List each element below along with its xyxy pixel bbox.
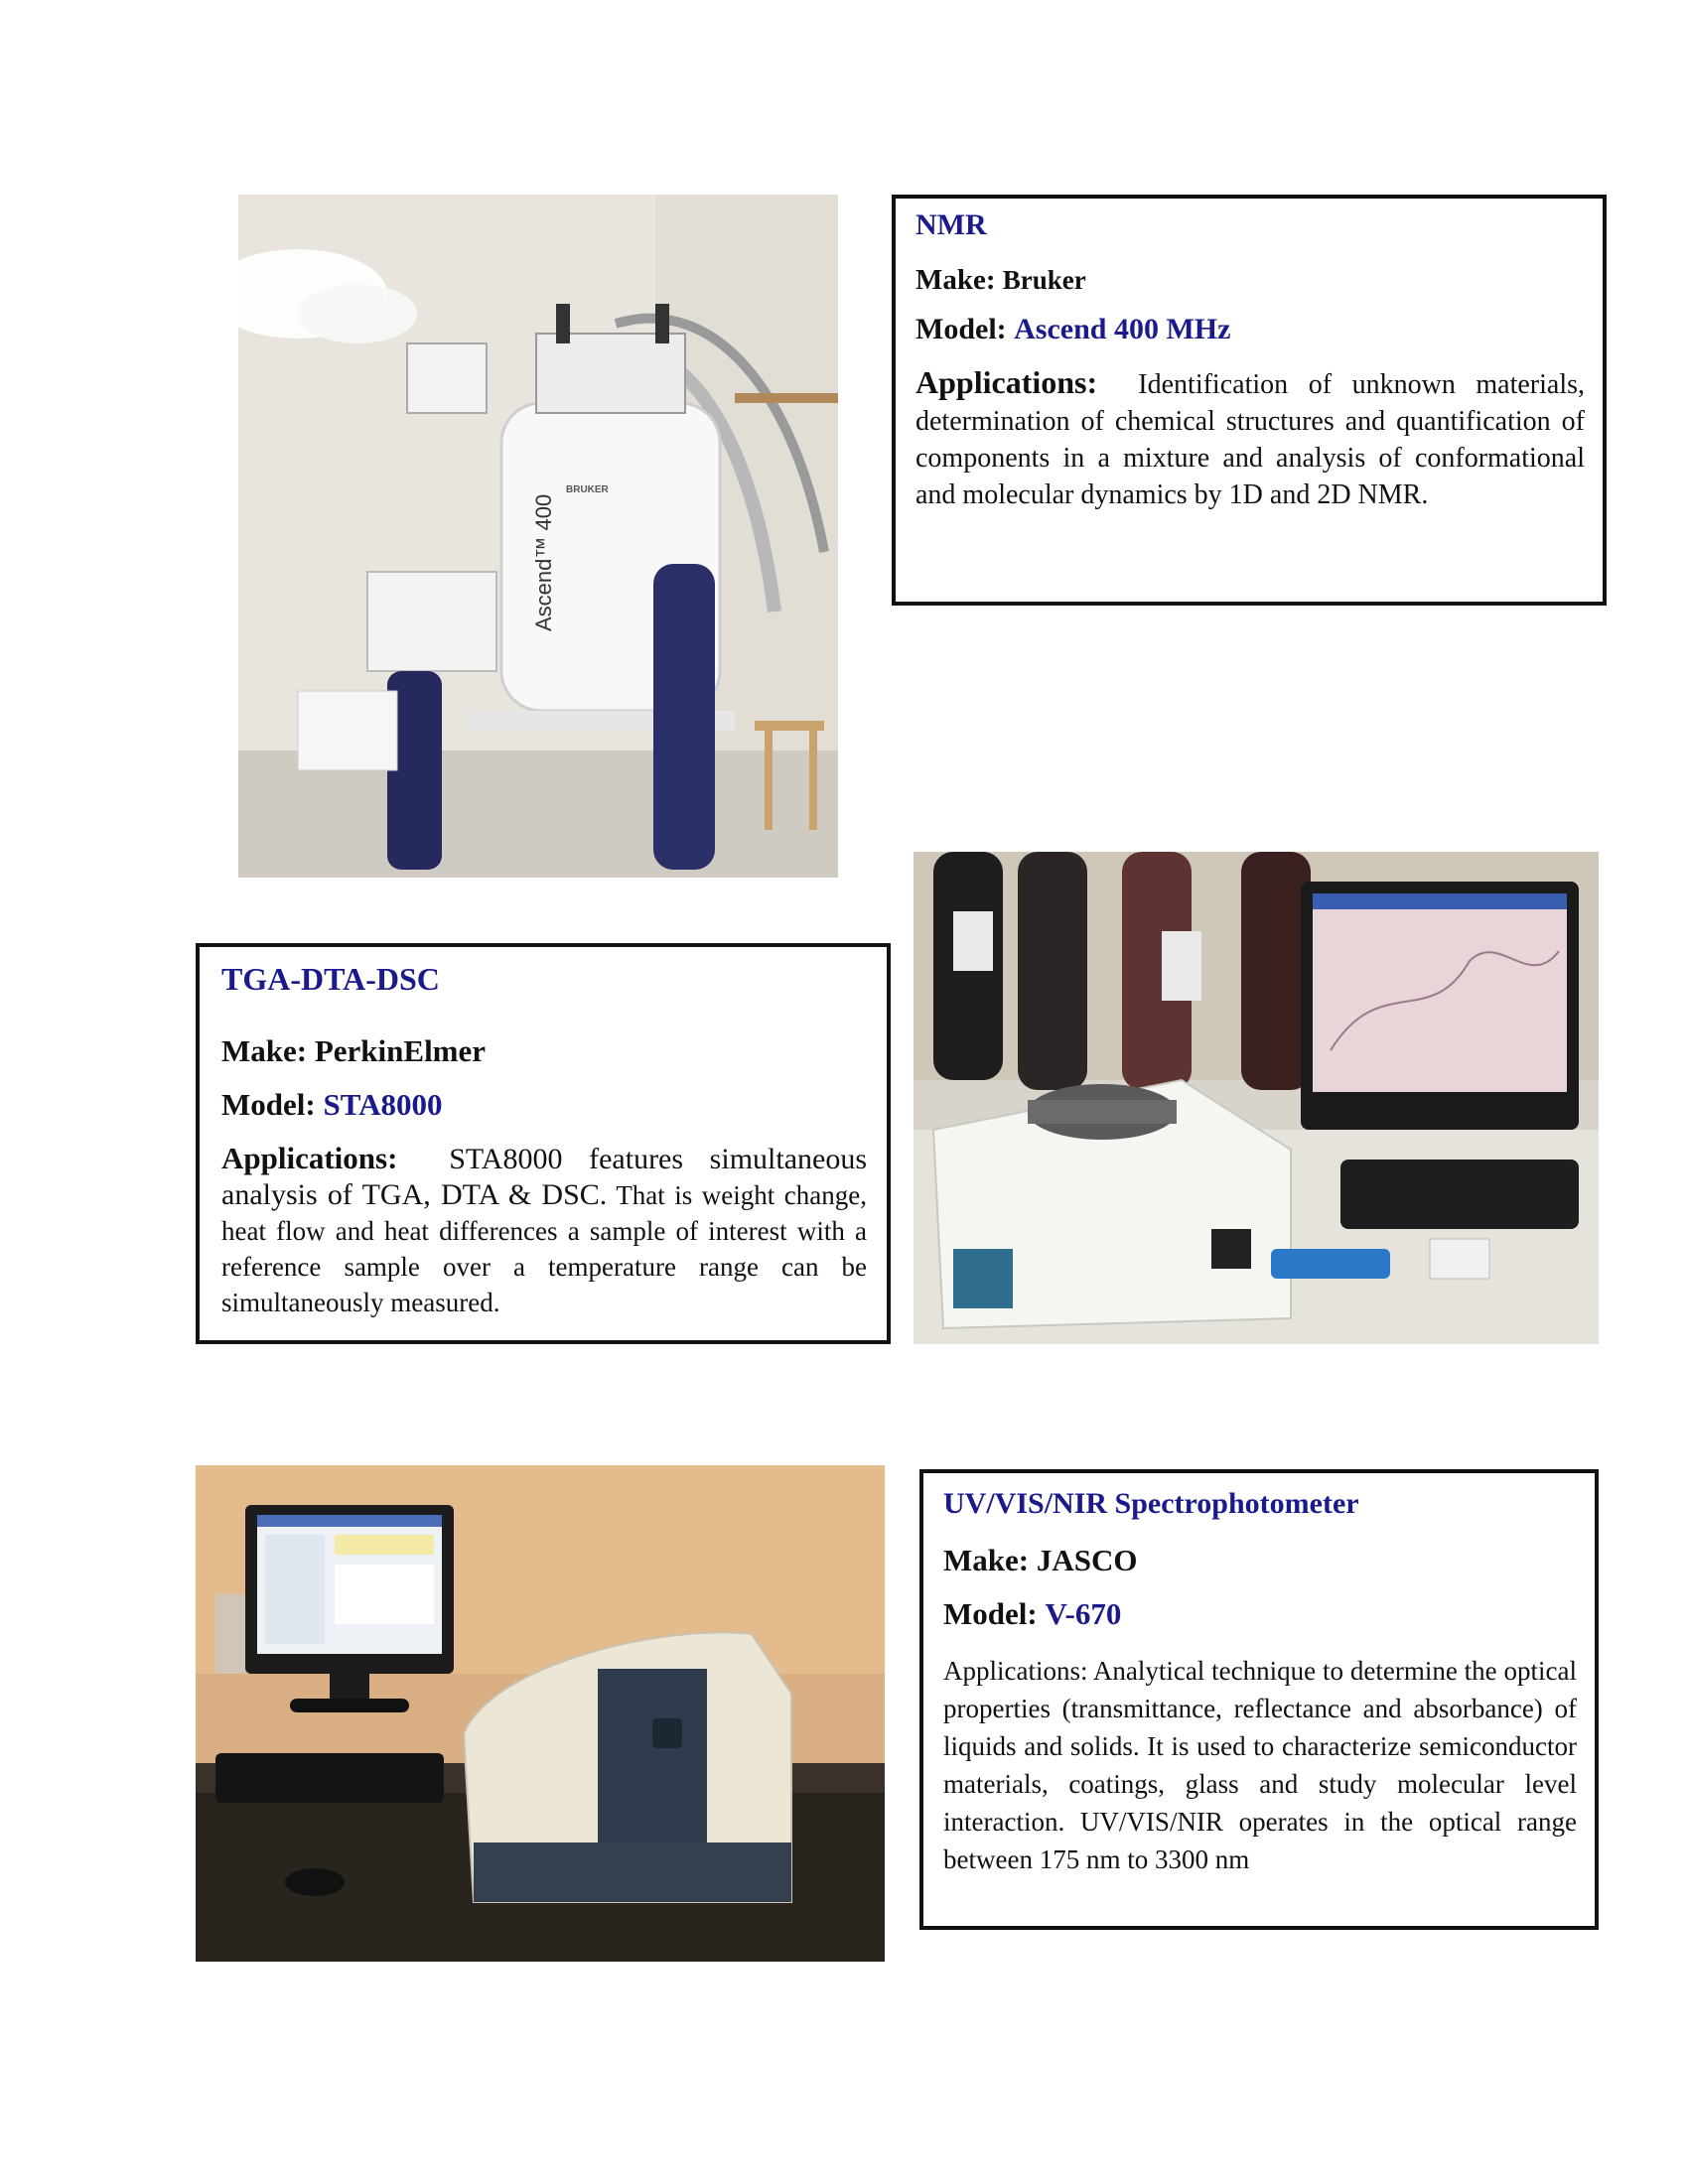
uv-make (943, 1543, 1577, 1578)
tga-make-label: Make: (221, 1033, 308, 1068)
nmr-info-box (892, 195, 1607, 606)
nmr-make-label: Make: (915, 264, 996, 296)
tga-applications-lead: STA8000 features simultaneous analysis of TGA, DTA & DSC. (221, 1143, 868, 1211)
uv-model-label: Model: (943, 1596, 1038, 1631)
uv-title: UV/VIS/NIR Spectrophotometer (943, 1487, 1359, 1520)
uv-model (943, 1596, 1577, 1632)
tga-model-value: STA8000 (323, 1087, 443, 1122)
uv-photo (196, 1465, 885, 1962)
tga-info-box (196, 943, 891, 1344)
nmr-make-value: Bruker (1002, 265, 1086, 295)
tga-make (221, 1033, 867, 1069)
uv-info-box (919, 1469, 1599, 1930)
nmr-model-value: Ascend 400 MHz (1014, 313, 1231, 345)
nmr-photo-brand: BRUKER (566, 484, 609, 495)
uv-make-value: JASCO (1036, 1543, 1138, 1577)
tga-applications-label: Applications: (221, 1141, 398, 1175)
nmr-title: NMR (915, 208, 987, 241)
nmr-applications-label: Applications: (915, 364, 1098, 400)
uv-make-label: Make: (943, 1543, 1030, 1577)
tga-title: TGA-DTA-DSC (221, 961, 440, 997)
uv-applications: Applications: Analytical technique to determine the optical properties (transmittance, reflectance and absorbance) of liquids and solids. It is used to characterize semiconductor materials, coatings, glass and study molecular level interaction. UV/VIS/NIR operates in the optical range between 175 nm to 3300 nm (943, 1656, 1577, 1874)
tga-make-value: PerkinElmer (314, 1033, 487, 1068)
nmr-applications-text: Identification of unknown materials, determination of chemical structures and quantification of components in a mixture and analysis of conformational and molecular dynamics by 1D and 2D NMR. (915, 369, 1586, 510)
nmr-model (915, 313, 1585, 346)
tga-applications-text: That is weight change, heat flow and heat differences a sample of interest with a reference sample over a temperature range can be simultaneously measured. (221, 1180, 867, 1317)
uv-model-value: V-670 (1045, 1596, 1122, 1631)
nmr-applications (915, 364, 1585, 513)
nmr-photo-model: Ascend™ 400 (531, 493, 556, 631)
tga-photo (914, 852, 1599, 1344)
nmr-make (915, 264, 1585, 297)
tga-applications (221, 1141, 867, 1320)
nmr-photo (238, 195, 838, 878)
nmr-model-label: Model: (915, 313, 1007, 345)
tga-model (221, 1087, 867, 1123)
tga-model-label: Model: (221, 1087, 316, 1122)
